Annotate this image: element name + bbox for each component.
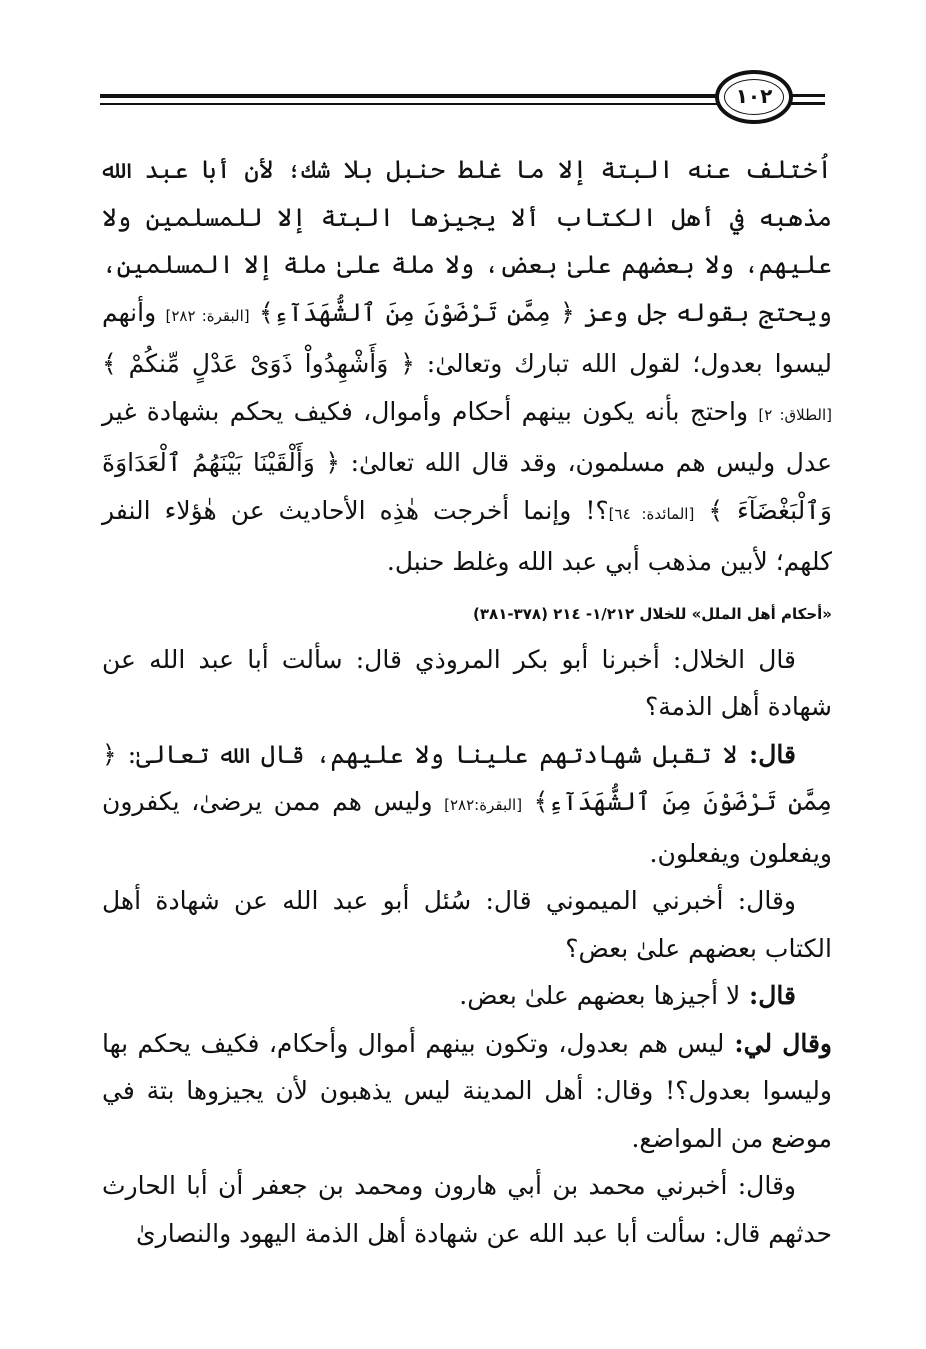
speaker-lead: قال:: [737, 739, 796, 769]
source-citation: «أحكام أهل الملل» للخلال ١/٢١٢- ٢١٤ (٣٧٨-٣٨١): [473, 604, 832, 623]
verse-reference: [البقرة:٢٨٢]: [444, 796, 523, 814]
paragraph-text: ؟! وإنما أخرجت هٰذِه الأحاديث عن هٰؤلاء النفر كلهم؛ لأبين مذهب أبي عبد الله وغلط حنبل.: [102, 495, 832, 576]
paragraph-text: وقال: أخبرني الميموني قال: سُئل أبو عبد الله عن شهادة أهل الكتاب بعضهم علىٰ بعض؟: [102, 886, 832, 963]
header-rule-top: [100, 94, 740, 98]
verse-reference: [المائدة: ٦٤]: [608, 504, 695, 523]
paragraph-text: لا أجيزها بعضهم علىٰ بعض.: [459, 981, 741, 1010]
paragraph-p5: [102, 972, 832, 1020]
paragraph-text: وليس هم ممن يرضىٰ، يكفرون ويفعلون ويفعلون.: [102, 787, 832, 868]
paragraph-p1: [102, 146, 832, 586]
page-number-badge: [715, 70, 793, 124]
paragraph-p2: [102, 636, 832, 731]
page-number: ١٠٢: [735, 84, 773, 108]
paragraph-text: لا تقبل شهادتهم علينا ولا عليهم، قال الله تعالىٰ: ﴿ مِمَّن تَرْضَوْنَ مِنَ ٱلشُّهَدَآءِ﴾: [102, 739, 832, 816]
paragraph-text: اُختلف عنه البتة إلا ما غلط حنبل بلا شك؛ لأن أبا عبد الله مذهبه في أهل الكتاب ألا يجيزها البتة إلا للمسلمين ولا عليهم، ولا بعضهم علىٰ بعض، ولا ملة علىٰ ملة إلا المسلمين، ويحتج بقوله جل وعز ﴿ مِمَّن تَرْضَوْنَ مِنَ ٱلشُّهَدَآءِ﴾: [102, 155, 832, 327]
speaker-lead: قال:: [740, 981, 796, 1010]
paragraph-text: وقال: أخبرني محمد بن أبي هارون ومحمد بن جعفر أن أبا الحارث حدثهم قال: سألت أبا عبد الله عن شهادة أهل الذمة اليهود والنصارىٰ: [102, 1171, 832, 1248]
paragraph-p6: [102, 1020, 832, 1163]
paragraph-p4: [102, 877, 832, 972]
paragraph-p7: [102, 1162, 832, 1257]
speaker-lead: وقال لي:: [724, 1028, 832, 1058]
paragraph-text: ليس هم بعدول، وتكون بينهم أموال وأحكام، فكيف يحكم بها وليسوا بعدول؟! وقال: أهل المدينة ليس يذهبون لأن يجيزوها بتة في موضع من المواضع.: [102, 1028, 832, 1153]
verse-reference: [البقرة: ٢٨٢]: [165, 306, 250, 325]
header-rule-bottom: [100, 103, 740, 105]
paragraph-text: واحتج بأنه يكون بينهم أحكام وأموال، فكيف يحكم بشهادة غير عدل وليس هم مسلمون، وقد قال الله تعالىٰ: ﴿ وَأَلْقَيْنَا بَيْنَهُمُ ٱلْعَدَاوَةَ وَٱلْبَغْضَآءَ ﴾: [102, 396, 832, 525]
paragraph-group-1: [102, 146, 832, 586]
verse-reference: [الطلاق: ٢]: [758, 405, 833, 424]
paragraph-p3: [102, 731, 832, 878]
paragraph-group-2: [102, 636, 832, 1258]
main-text: [102, 146, 832, 1257]
paragraph-text: وأنهم ليسوا بعدول؛ لقول الله تبارك وتعالىٰ: ﴿ وَأَشْهِدُواْ ذَوَىْ عَدْلٍ مِّنكُمْ ﴾: [102, 297, 832, 378]
paragraph-text: قال الخلال: أخبرنا أبو بكر المروذي قال: سألت أبا عبد الله عن شهادة أهل الذمة؟: [102, 644, 832, 721]
